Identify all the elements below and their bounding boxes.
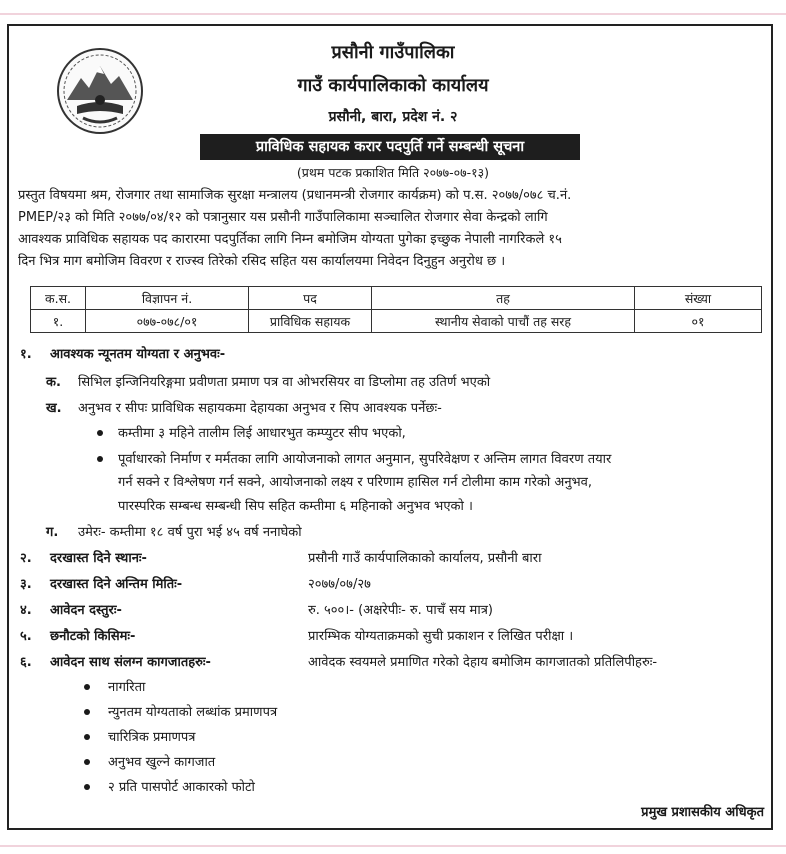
vacancy-table (30, 286, 762, 333)
bullet-icon (97, 456, 103, 462)
notice-title: प्राविधिक सहायक करार पदपुर्ति गर्ने सम्बन्धी सूचना (200, 134, 580, 160)
document-item: २ प्रति पासपोर्ट आकारको फोटो (108, 780, 255, 795)
table-header-row (31, 287, 762, 310)
document-item: नागरिता (108, 680, 146, 695)
cell-count: ०१ (635, 310, 762, 333)
table-row (31, 310, 762, 333)
item-label: दरखास्त दिने अन्तिम मितिः- (50, 577, 183, 592)
item-number: ३. (20, 577, 32, 592)
item-value: आवेदक स्वयमले प्रमाणित गरेको देहाय बमोजिम कागजातको प्रतिलिपीहरुः- (308, 655, 658, 670)
intro-line: प्रस्तुत विषयमा श्रम, रोजगार तथा सामाजिक सुरक्षा मन्त्रालय (प्रधानमन्त्री रोजगार कार्यक्रम) को प.स. २०७७/०७८ च.नं. (18, 188, 572, 203)
experience-item-2-line1: पूर्वाधारको निर्माण र मर्मतका लागि आयोजनाको लागत अनुमान, सुपरिवेक्षण र अन्तिम लागत विवरण तयार (118, 452, 612, 467)
address: प्रसौनी, बारा, प्रदेश नं. २ (328, 109, 458, 125)
item-value: २०७७/०७/२७ (308, 577, 371, 592)
ka-text: सिभिल इन्जिनियरिङ्गमा प्रवीणता प्रमाण पत्र वा ओभरसियर वा डिप्लोमा तह उतिर्ण भएको (78, 375, 491, 390)
section1-title: आवश्यक न्यूनतम योग्यता र अनुभवः- (50, 347, 226, 362)
bullet-icon (84, 759, 90, 765)
ga-label: ग. (46, 525, 59, 540)
intro-line: दिन भित्र माग बमोजिम विवरण र राज्स्व तिरेको रसिद सहित यस कार्यालयमा निवेदन दिनुहुन अनुरोध छ । (18, 254, 506, 269)
section1-number: १. (20, 347, 32, 362)
cell-serial: १. (31, 310, 86, 333)
item-label: आवेदन साथ संलग्न कागजातहरुः- (50, 655, 211, 670)
ga-text: उमेरः- कम्तीमा १८ वर्ष पुरा भई ४५ वर्ष ननाघेको (78, 525, 302, 540)
bullet-icon (84, 684, 90, 690)
document-item: चारित्रिक प्रमाणपत्र (108, 730, 196, 745)
experience-item-1: कम्तीमा ३ महिने तालीम लिई आधारभुत कम्प्युटर सीप भएको, (118, 426, 406, 441)
col-serial: क.स. (31, 287, 86, 310)
ka-label: क. (46, 375, 61, 390)
signature: प्रमुख प्रशासकीय अधिकृत (641, 805, 764, 820)
bottom-divider (0, 845, 786, 847)
experience-item-2-line2: गर्न सक्ने र विश्लेषण गर्न सक्ने, आयोजनाको लक्ष्य र परिणाम हासिल गर्न टोलीमा काम गरेको अनुभव, (118, 475, 593, 490)
bullet-icon (84, 709, 90, 715)
kha-label: ख. (46, 401, 62, 416)
col-ad-no: विज्ञापन नं. (86, 287, 249, 310)
item-label: आवेदन दस्तुरः- (50, 603, 122, 618)
col-level: तह (372, 287, 635, 310)
document-item: अनुभव खुल्ने कागजात (108, 755, 216, 770)
item-value: रु. ५००।- (अक्षरेपीः- रु. पाचँ सय मात्र) (308, 603, 493, 618)
bullet-icon (97, 430, 103, 436)
kha-text: अनुभव र सीपः प्राविधिक सहायकमा देहायका अनुभव र सिप आवश्यक पर्नेछः- (78, 401, 442, 416)
experience-item-2-line3: पारस्परिक सम्बन्ध सम्बन्धी सिप सहित कम्तीमा ६ महिनाको अनुभव भएको । (118, 499, 473, 514)
item-label: दरखास्त दिने स्थानः- (50, 551, 147, 566)
document-item: न्युनतम योग्यताको लब्धांक प्रमाणपत्र (108, 705, 278, 720)
col-count: संख्या (635, 287, 762, 310)
org-name: प्रसौनी गाउँपालिका (331, 42, 455, 63)
intro-line: PMEP/२३ को मिति २०७७/०४/१२ को पत्रानुसार यस प्रसौनी गाउँपालिकामा सञ्चालित रोजगार सेवा केन्द्रको लागि (18, 210, 548, 225)
bullet-icon (84, 734, 90, 740)
cell-ad-no: ०७७-०७८/०१ (86, 310, 249, 333)
office-name: गाउँ कार्यपालिकाको कार्यालय (297, 75, 489, 96)
item-number: २. (20, 551, 32, 566)
item-label: छनौटको किसिमः- (50, 629, 136, 644)
cell-level: स्थानीय सेवाको पाचौं तह सरह (372, 310, 635, 333)
intro-line: आवश्यक प्राविधिक सहायक पद कारारमा पदपुर्तिका लागि निम्न बमोजिम योग्यता पुगेका इच्छुक नेपाली नागरिकले १५ (18, 232, 562, 247)
col-post: पद (249, 287, 372, 310)
publish-date: (प्रथम पटक प्रकाशित मिति २०७७-०७-१३) (296, 165, 490, 180)
item-value: प्रसौनी गाउँ कार्यपालिकाको कार्यालय, प्रसौनी बारा (308, 551, 542, 566)
item-number: ४. (20, 603, 32, 618)
item-value: प्रारम्भिक योग्यताक्रमको सुची प्रकाशन र लिखित परीक्षा । (308, 629, 574, 644)
bullet-icon (84, 784, 90, 790)
cell-post: प्राविधिक सहायक (249, 310, 372, 333)
intro-paragraph (18, 185, 768, 273)
item-number: ५. (20, 629, 32, 644)
item-number: ६. (20, 655, 32, 670)
top-divider (0, 13, 786, 15)
